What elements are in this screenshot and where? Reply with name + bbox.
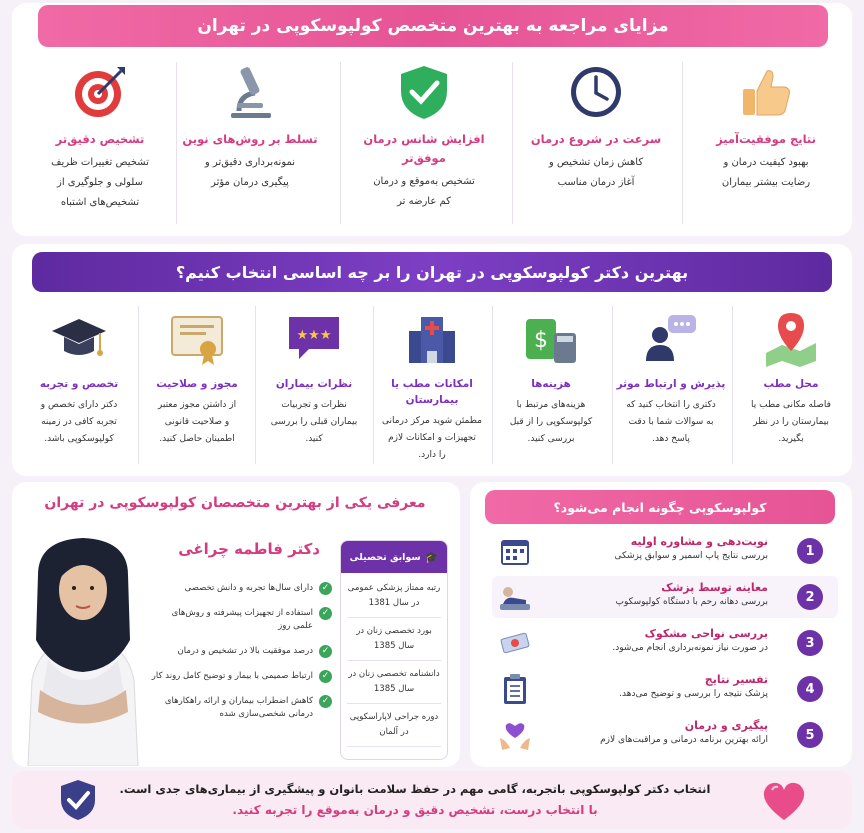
procedure-step [492, 668, 838, 710]
procedure-step [492, 714, 838, 756]
criteria-item [21, 306, 137, 448]
criteria-desc [158, 397, 236, 448]
thumbs-up-icon [734, 60, 798, 124]
criteria-desc-line: هزینه‌های مرتبط با [516, 400, 586, 410]
doctor-point-text: ارتباط صمیمی با بیمار و توضیح کامل روند کار [151, 671, 313, 681]
benefit-item [691, 60, 841, 193]
criteria-desc-line: را دارد. [418, 450, 446, 460]
criteria-desc [382, 413, 482, 464]
doctor-point-text: دارای سال‌ها تجربه و دانش تخصصی [184, 583, 313, 593]
certificate-icon [165, 306, 229, 370]
benefit-item [175, 60, 325, 193]
criteria-title: تخصص و تجربه [39, 378, 119, 390]
criteria-desc [751, 397, 831, 448]
benefit-item [30, 60, 170, 213]
benefit-desc [549, 153, 643, 193]
benefit-item [521, 60, 671, 193]
criteria-desc-line: تجهیزات و امکانات لازم [388, 433, 476, 443]
criteria-desc-line: کولپوسکوپی باشد. [44, 434, 114, 444]
step-number: 1 [797, 538, 823, 564]
step-number: 3 [797, 630, 823, 656]
hospital-icon [400, 306, 464, 370]
svg-text:★★★: ★★★ [296, 328, 332, 343]
education-item: رتبه ممتاز پزشکی عمومی در سال 1381 [347, 575, 441, 618]
education-item: دوره جراحی لاپاراسکوپی در آلمان [347, 704, 441, 747]
benefit-title: تسلط بر روش‌های نوین [182, 132, 318, 146]
criteria-title: هزینه‌ها [531, 378, 571, 390]
education-item: دانشنامه تخصصی زنان در سال 1385 [347, 661, 441, 704]
divider [492, 306, 493, 464]
benefit-desc-line: رضایت بیشتر بیماران [721, 177, 811, 188]
criteria-desc-line: بیمارستان را در نظر [753, 417, 829, 427]
education-title: سوابق تحصیلی [349, 551, 421, 563]
criteria-desc [510, 397, 592, 448]
criteria-desc-line: بیماران قبلی را بررسی [270, 417, 358, 427]
divider [373, 306, 374, 464]
criteria-desc-line: کنید. [305, 434, 323, 444]
benefit-desc [205, 153, 295, 193]
benefit-title: سرعت در شروع درمان [530, 132, 662, 146]
divider [176, 62, 177, 224]
money-calculator-icon [519, 306, 583, 370]
criteria-desc-line: و صلاحیت قانونی [164, 417, 230, 427]
footer-line-2: با انتخاب درست، تشخیص دقیق و درمان به‌موقع را تجربه کنید. [232, 803, 598, 817]
benefit-desc [51, 153, 149, 213]
check-icon: ✓ [319, 582, 332, 595]
target-icon [68, 60, 132, 124]
benefit-desc-line: تشخیص تغییرات ظریف [51, 157, 149, 168]
doctor-points-list [150, 582, 332, 733]
step-number: 5 [797, 722, 823, 748]
criteria-desc-line: فاصله مکانی مطب یا [751, 400, 831, 410]
step-text [528, 718, 768, 747]
check-icon: ✓ [319, 670, 332, 683]
chat-person-icon [639, 306, 703, 370]
doctor-point [150, 582, 332, 595]
benefit-desc-line: کاهش زمان تشخیص و [548, 157, 644, 168]
check-icon: ✓ [319, 607, 332, 620]
step-desc: بررسی دهانه رحم با دستگاه کولپوسکوپ [615, 597, 768, 607]
divider [682, 62, 683, 224]
doctor-point [150, 607, 332, 633]
benefit-desc-line: کم عارضه تر [397, 196, 451, 207]
heart-hands-icon [496, 716, 534, 754]
criteria-desc-line: دکتر دارای تخصص و [40, 400, 118, 410]
doctor-photo [18, 530, 148, 766]
criteria-title: محل مطب [763, 378, 819, 390]
criteria-title: نظرات بیماران [275, 378, 353, 390]
step-desc: بررسی نتایج پاپ اسمیر و سوابق پزشکی [614, 551, 768, 561]
doctor-point [150, 645, 332, 658]
doctor-point [150, 695, 332, 721]
criteria-desc-line: تجربه کافی در زمینه [41, 417, 117, 427]
procedure-title: کولپوسکوپی چگونه انجام می‌شود؟ [485, 490, 835, 524]
benefit-desc-line: بهبود کیفیت درمان و [723, 157, 809, 168]
doctor-point-text: درصد موفقیت بالا در تشخیص و درمان [177, 646, 313, 656]
doctor-section-title: معرفی یکی از بهترین متخصصان کولپوسکوپی در تهران [44, 495, 426, 511]
benefit-title: نتایج موفقیت‌آمیز [716, 132, 816, 146]
criteria-desc [626, 397, 716, 448]
step-desc: پزشک نتیجه را بررسی و توضیح می‌دهد. [619, 689, 768, 699]
map-pin-icon [759, 306, 823, 370]
step-number: 4 [797, 676, 823, 702]
criteria-desc-line: مطمئن شوید مرکز درمانی [382, 416, 482, 426]
criteria-item [256, 306, 372, 448]
heart-icon [760, 780, 808, 822]
divider [340, 62, 341, 224]
step-text [528, 672, 768, 701]
divider [732, 306, 733, 464]
criteria-item [493, 306, 609, 448]
benefit-desc-line: تشخیص به‌موقع و درمان [373, 176, 475, 187]
graduation-cap-icon: 🎓 [424, 550, 439, 564]
education-item: بورد تخصصی زنان در سال 1385 [347, 618, 441, 661]
divider [138, 306, 139, 464]
criteria-item [613, 306, 729, 448]
criteria-desc-line: بررسی کنید. [527, 434, 575, 444]
criteria-title: پذیرش و ارتباط موثر [616, 378, 726, 390]
step-title: معاینه توسط پزشک [661, 581, 768, 594]
benefit-desc-line: نمونه‌برداری دقیق‌تر و [204, 157, 296, 168]
step-number: 2 [797, 584, 823, 610]
benefit-desc [722, 153, 810, 193]
step-title: پیگیری و درمان [684, 719, 768, 732]
criteria-item [139, 306, 255, 448]
criteria-desc-line: اطمینان حاصل کنید. [159, 434, 235, 444]
svg-text:$: $ [534, 328, 548, 353]
benefit-desc [373, 172, 475, 212]
step-title: نوبت‌دهی و مشاوره اولیه [630, 535, 768, 548]
clock-icon [564, 60, 628, 124]
shield-check-icon [392, 60, 456, 124]
step-text [528, 580, 768, 609]
doctor-point [150, 670, 332, 683]
procedure-step [492, 530, 838, 572]
divider [512, 62, 513, 224]
criteria-item [733, 306, 849, 448]
criteria-desc-line: به سوالات شما با دقت [628, 417, 714, 427]
step-text [528, 534, 768, 563]
check-icon: ✓ [319, 645, 332, 658]
criteria-desc [271, 397, 357, 448]
criteria-title: مجوز و صلاحیت [156, 378, 238, 390]
benefit-desc-line: سلولی و جلوگیری از [57, 177, 143, 188]
graduation-cap-icon [47, 306, 111, 370]
criteria-desc-line: پاسخ دهد. [652, 434, 690, 444]
benefits-title: مزایای مراجعه به بهترین متخصص کولپوسکوپی در تهران [38, 5, 828, 47]
step-desc: در صورت نیاز نمونه‌برداری انجام می‌شود. [612, 643, 768, 653]
benefit-desc-line: پیگیری درمان مؤثر [211, 177, 289, 188]
step-desc: ارائه بهترین برنامه درمانی و مراقبت‌های لازم [600, 735, 768, 745]
calendar-icon [496, 532, 534, 570]
education-header [341, 541, 447, 573]
criteria-title: بهترین دکتر کولپوسکوپی در تهران را بر چه اساسی انتخاب کنیم؟ [32, 252, 832, 292]
procedure-step [492, 576, 838, 618]
divider [255, 306, 256, 464]
check-icon: ✓ [319, 695, 332, 708]
criteria-item [374, 306, 490, 464]
benefit-desc-line: آغاز درمان مناسب [557, 177, 635, 188]
doctor-point-text: کاهش اضطراب بیماران و ارائه راهکارهای درمانی شخصی‌سازی شده [164, 696, 313, 719]
sample-slide-icon [496, 624, 534, 662]
criteria-desc-line: نظرات و تجربیات [281, 400, 347, 410]
criteria-desc-line: از داشتن مجوز معتبر [157, 400, 237, 410]
benefit-title: افزایش شانس درمان موفق‌تر [363, 132, 485, 165]
education-box [340, 540, 448, 760]
benefit-desc-line: تشخیص‌های اشتباه [60, 197, 140, 208]
doctor-name: دکتر فاطمه چراغی [178, 540, 320, 558]
criteria-desc-line: دکتری را انتخاب کنید که [626, 400, 716, 410]
procedure-step [492, 622, 838, 664]
step-text [528, 626, 768, 655]
exam-icon [496, 578, 534, 616]
criteria-desc-line: بگیرید. [778, 434, 804, 444]
doctor-point-text: استفاده از تجهیزات پیشرفته و روش‌های علمی روز [171, 608, 313, 631]
criteria-desc-line: کولپوسکوپی را از قبل [509, 417, 593, 427]
criteria-desc [41, 397, 117, 448]
shield-check-icon [58, 778, 98, 822]
step-title: تفسیر نتایج [704, 673, 768, 686]
benefit-item [349, 60, 499, 212]
divider [612, 306, 613, 464]
criteria-title: امکانات مطب یا بیمارستان [391, 378, 473, 406]
footer-line-1: انتخاب دکتر کولپوسکوپی باتجربه، گامی مهم در حفظ سلامت بانوان و پیشگیری از بیماری‌های جدی است. [119, 782, 711, 796]
clipboard-icon [496, 670, 534, 708]
step-title: بررسی نواحی مشکوک [644, 627, 768, 640]
microscope-icon [218, 60, 282, 124]
reviews-stars-icon [282, 306, 346, 370]
benefit-title: تشخیص دقیق‌تر [55, 132, 145, 146]
